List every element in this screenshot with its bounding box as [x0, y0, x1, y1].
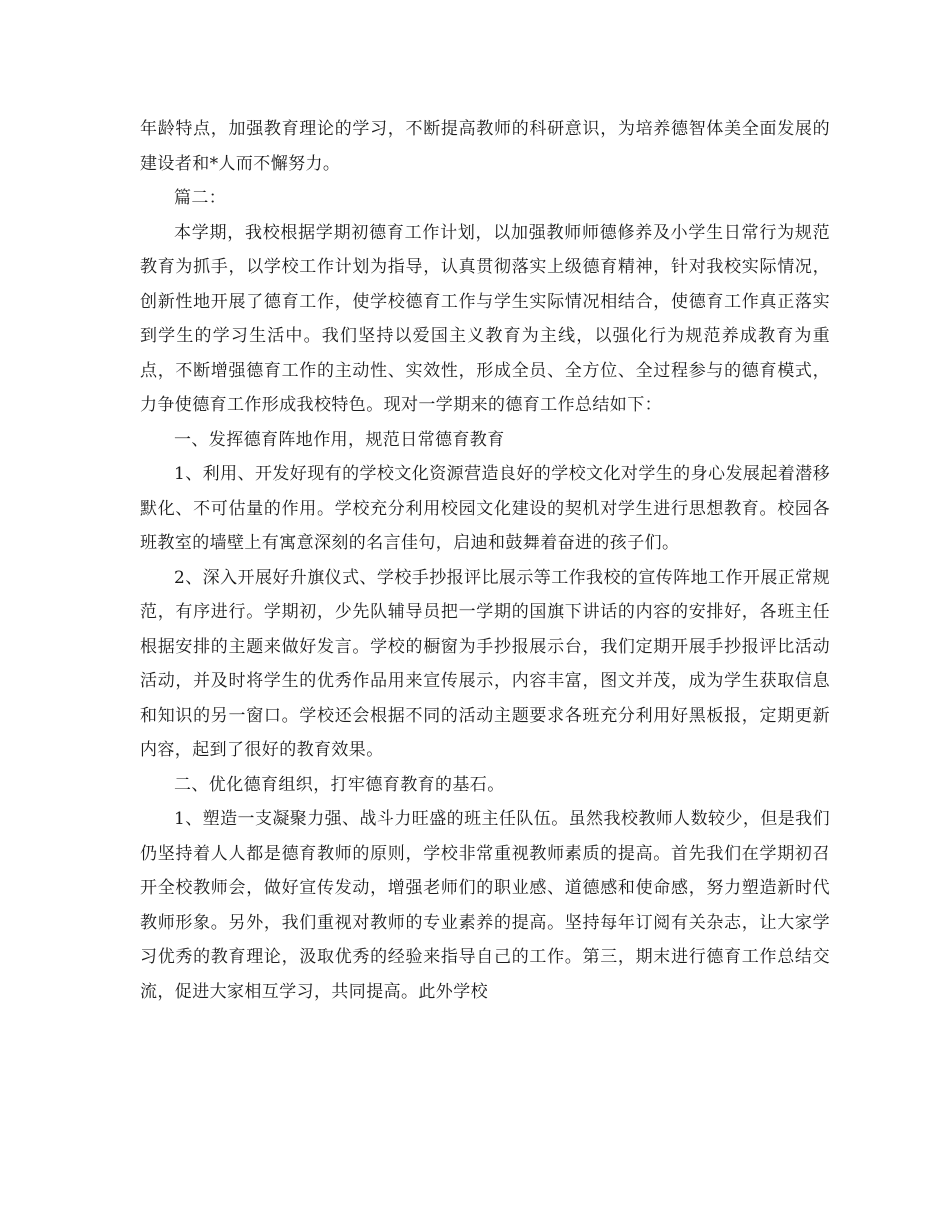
paragraph-continuation: 年龄特点，加强教育理论的学习，不断提高教师的科研意识，为培养德智体美全面发展的建设者和*人而不懈努力。	[140, 119, 830, 174]
heading-section-two: 二、优化德育组织，打牢德育教育的基石。	[174, 774, 505, 795]
heading-section-one: 一、发挥德育阵地作用，规范日常德育教育	[174, 429, 505, 450]
paragraph-item-1-teachers: 1、塑造一支凝聚力强、战斗力旺盛的班主任队伍。虽然我校教师人数较少，但是我们仍坚持着人人都是德育教师的原则，学校非常重视教师素质的提高。首先我们在学期初召开全校教师会，做好宣传发动，增强老师们的职业感、道德感和使命感，努力塑造新时代教师形象。另外，我们重视对教师的专业素养的提高。坚持每年订阅有关杂志，让大家学习优秀的教育理论，汲取优秀的经验来指导自己的工作。第三，期末进行德育工作总结交流，促进大家相互学习，共同提高。此外学校	[140, 809, 830, 1002]
section-heading-part-two: 篇二：	[174, 188, 227, 208]
paragraph-item-1-culture: 1、利用、开发好现有的学校文化资源营造良好的学校文化对学生的身心发展起着潜移默化、不可估量的作用。学校充分利用校园文化建设的契机对学生进行思想教育。校园各班教室的墙壁上有寓意深刻的名言佳句，启迪和鼓舞着奋进的孩子们。	[140, 464, 830, 553]
document-body	[140, 112, 830, 1009]
paragraph-intro: 本学期，我校根据学期初德育工作计划，以加强教师师德修养及小学生日常行为规范教育为抓手，以学校工作计划为指导，认真贯彻落实上级德育精神，针对我校实际情况，创新性地开展了德育工作，使学校德育工作与学生实际情况相结合，使德育工作真正落实到学生的学习生活中。我们坚持以爱国主义教育为主线，以强化行为规范养成教育为重点，不断增强德育工作的主动性、实效性，形成全员、全方位、全过程参与的德育模式，力争使德育工作形成我校特色。现对一学期来的德育工作总结如下：	[140, 222, 830, 415]
paragraph-item-2-flag-ceremony: 2、深入开展好升旗仪式、学校手抄报评比展示等工作我校的宣传阵地工作开展正常规范，有序进行。学期初，少先队辅导员把一学期的国旗下讲话的内容的安排好，各班主任根据安排的主题来做好发言。学校的橱窗为手抄报展示台，我们定期开展手抄报评比活动活动，并及时将学生的优秀作品用来宣传展示，内容丰富，图文并茂，成为学生获取信息和知识的另一窗口。学校还会根据不同的活动主题要求各班充分利用好黑板报，定期更新内容，起到了很好的教育效果。	[140, 567, 830, 760]
